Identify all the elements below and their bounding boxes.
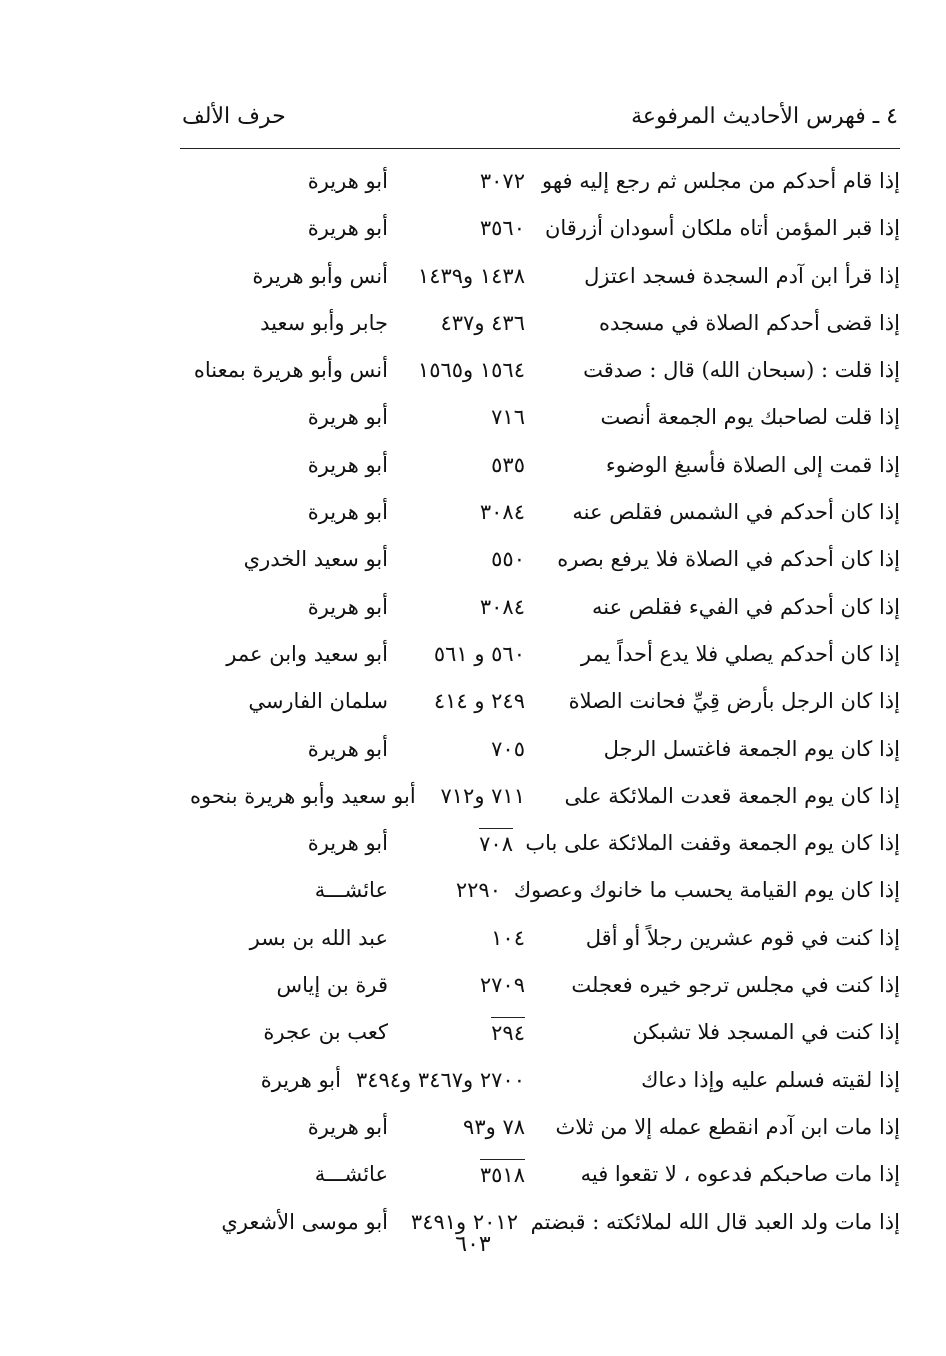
narrator-name: كعب بن عجرة — [263, 1020, 388, 1045]
index-entry — [190, 631, 900, 678]
hadith-number: ٣٥٦٠ — [479, 216, 525, 241]
narrator-name: أبو سعيد وأبو هريرة بنحوه — [190, 783, 416, 808]
narrator-name: أنس وأبو هريرة — [252, 263, 388, 288]
hadith-opening-text: إذا كان أحدكم في الشمس فقلص عنه — [572, 500, 900, 525]
narrator-name: عائشـــة — [314, 1162, 388, 1187]
hadith-opening-text: إذا قلت : (سبحان الله) قال : صدقت — [583, 358, 900, 383]
hadith-opening-text: إذا كان أحدكم يصلي فلا يدع أحداً يمر — [580, 641, 900, 666]
hadith-opening-text: إذا قام أحدكم من مجلس ثم رجع إليه فهو — [542, 169, 900, 193]
hadith-opening-text: إذا قبر المؤمن أتاه ملكان أسودان أزرقان — [544, 216, 900, 241]
hadith-opening-text: إذا قمت إلى الصلاة فأسبغ الوضوء — [605, 452, 900, 477]
hadith-number: ٤٣٦ و٤٣٧ — [440, 310, 525, 335]
hadith-number: ١٤٣٨ و١٤٣٩ — [417, 263, 525, 288]
index-entry — [190, 773, 900, 820]
hadith-number: ٧١١ و٧١٢ — [440, 783, 525, 808]
narrator-name: أبو هريرة — [307, 831, 388, 856]
index-entry — [190, 1104, 900, 1151]
hadith-number: ٣٠٧٢ — [479, 169, 525, 193]
hadith-opening-text: إذا كان يوم الجمعة فاغتسل الرجل — [603, 736, 900, 761]
hadith-opening-text: إذا مات صاحبكم فدعوه ، لا تقعوا فيه — [580, 1162, 900, 1187]
hadith-number: ٢٧٠٩ — [479, 973, 525, 998]
narrator-name: أبو سعيد وابن عمر — [226, 641, 388, 666]
hadith-number: ٢٩٤ — [491, 1017, 525, 1048]
hadith-opening-text: إذا قضى أحدكم الصلاة في مسجده — [598, 310, 900, 335]
index-entry — [190, 962, 900, 1009]
section-title: ٤ ـ فهرس الأحاديث المرفوعة — [631, 104, 898, 129]
narrator-name: أبو هريرة — [307, 405, 388, 430]
index-entry — [190, 205, 900, 252]
hadith-number: ٧١٦ — [491, 405, 525, 430]
hadith-number: ٧٠٥ — [491, 736, 525, 761]
narrator-name: أبو هريرة — [307, 736, 388, 761]
narrator-name: أبو هريرة — [307, 1114, 388, 1139]
index-entry — [190, 347, 900, 394]
hadith-number: ٢٠١٢ و٣٤٩١ — [410, 1209, 518, 1234]
hadith-opening-text: إذا لقيته فسلم عليه وإذا دعاك — [641, 1067, 900, 1092]
narrator-name: أنس وأبو هريرة بمعناه — [193, 358, 388, 383]
hadith-opening-text: إذا كان أحدكم في الصلاة فلا يرفع بصره — [557, 547, 900, 572]
hadith-number: ٣٠٨٤ — [479, 500, 525, 525]
narrator-name: سلمان الفارسي — [248, 689, 388, 714]
hadith-number: ٥٣٥ — [491, 452, 525, 477]
index-entry — [190, 158, 900, 205]
hadith-number: ١٥٦٤ و١٥٦٥ — [417, 358, 525, 383]
narrator-name: أبو هريرة — [260, 1067, 341, 1092]
index-entry — [190, 489, 900, 536]
hadith-number: ١٠٤ — [491, 925, 525, 950]
hadith-number: ٢٢٩٠ — [455, 878, 501, 903]
narrator-name: جابر وأبو سعيد — [260, 310, 388, 335]
narrator-name: أبو هريرة — [307, 500, 388, 525]
hadith-number: ٣٥١٨ — [480, 1159, 525, 1190]
header-divider — [180, 148, 900, 149]
hadith-number: ٥٥٠ — [491, 547, 525, 572]
index-entry — [190, 678, 900, 725]
index-entry — [190, 867, 900, 914]
hadith-opening-text: إذا قرأ ابن آدم السجدة فسجد اعتزل — [584, 263, 900, 288]
index-entry — [190, 442, 900, 489]
index-entry — [190, 394, 900, 441]
chapter-title: حرف الألف — [182, 104, 286, 129]
hadith-number: ٢٧٠٠ و٣٤٦٧ و٣٤٩٤ — [355, 1067, 525, 1092]
index-entry — [190, 820, 900, 867]
index-entry — [190, 253, 900, 300]
narrator-name: أبو سعيد الخدري — [243, 547, 388, 572]
index-entry — [190, 1151, 900, 1198]
narrator-name: أبو هريرة — [307, 169, 388, 193]
hadith-opening-text: إذا مات ابن آدم انقطع عمله إلا من ثلاث — [555, 1114, 900, 1139]
running-header — [182, 104, 898, 144]
index-entry — [190, 1009, 900, 1056]
hadith-opening-text: إذا كان أحدكم في الفيء فقلص عنه — [592, 594, 900, 619]
narrator-name: أبو موسى الأشعري — [221, 1209, 388, 1234]
hadith-opening-text: إذا مات ولد العبد قال الله لملائكته : قبضتم — [530, 1209, 900, 1234]
hadith-opening-text: إذا كان الرجل بأرض قِيِّ فحانت الصلاة — [568, 689, 900, 714]
hadith-index-list — [190, 158, 900, 1246]
index-entry — [190, 536, 900, 583]
index-entry — [190, 1057, 900, 1104]
hadith-number: ٣٠٨٤ — [479, 594, 525, 619]
hadith-opening-text: إذا كان يوم القيامة يحسب ما خانوك وعصوك — [513, 878, 900, 903]
hadith-opening-text: إذا كنت في المسجد فلا تشبكن — [632, 1020, 900, 1045]
hadith-number: ٥٦٠ و ٥٦١ — [433, 641, 525, 666]
hadith-number: ٧٨ و٩٣ — [463, 1114, 525, 1139]
index-entry — [190, 300, 900, 347]
index-entry — [190, 726, 900, 773]
index-entry — [190, 915, 900, 962]
narrator-name: قرة بن إياس — [276, 973, 388, 998]
hadith-opening-text: إذا كان يوم الجمعة وقفت الملائكة على باب — [525, 831, 900, 856]
hadith-opening-text: إذا كان يوم الجمعة قعدت الملائكة على — [564, 783, 900, 808]
hadith-number: ٧٠٨ — [479, 828, 513, 859]
hadith-opening-text: إذا قلت لصاحبك يوم الجمعة أنصت — [600, 405, 900, 430]
hadith-number: ٢٤٩ و ٤١٤ — [433, 689, 525, 714]
narrator-name: عائشـــة — [314, 878, 388, 903]
narrator-name: عبد الله بن بسر — [249, 925, 388, 950]
narrator-name: أبو هريرة — [307, 216, 388, 241]
hadith-opening-text: إذا كنت في قوم عشرين رجلاً أو أقل — [585, 925, 900, 950]
narrator-name: أبو هريرة — [307, 594, 388, 619]
index-entry — [190, 584, 900, 631]
page-number: ٦٠٣ — [455, 1232, 491, 1257]
hadith-opening-text: إذا كنت في مجلس ترجو خيره فعجلت — [571, 973, 900, 998]
narrator-name: أبو هريرة — [307, 452, 388, 477]
